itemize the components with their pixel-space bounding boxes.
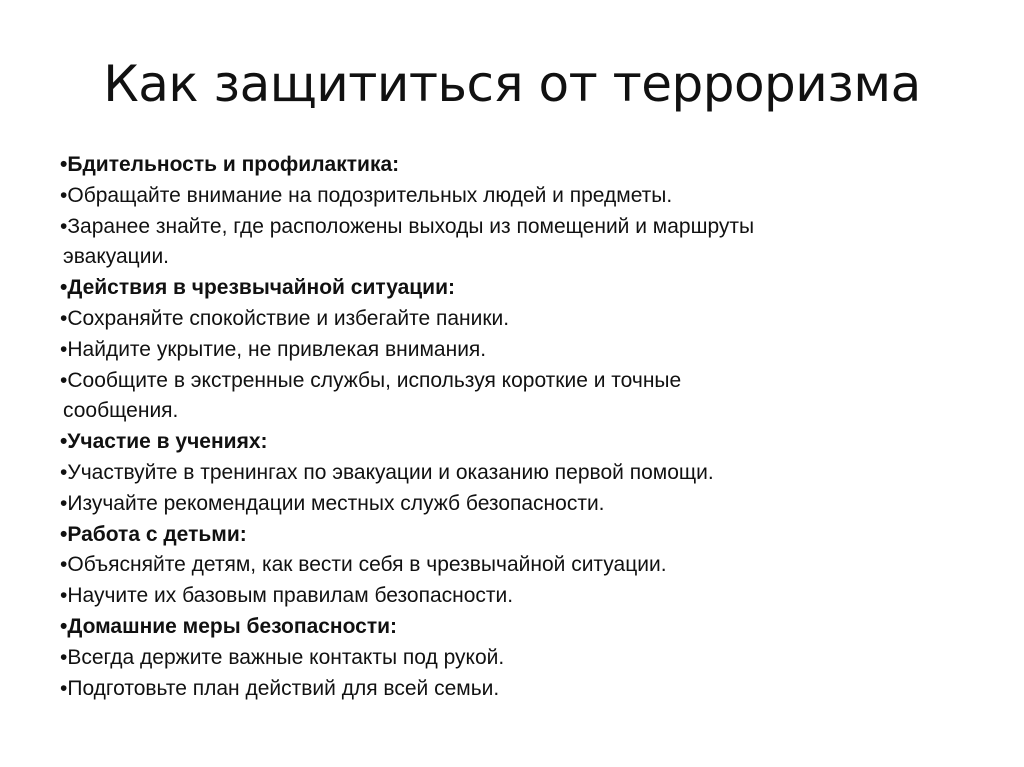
section-heading — [60, 427, 940, 458]
list-item — [60, 366, 940, 397]
list-item — [60, 550, 940, 581]
section-heading — [60, 520, 940, 551]
section-heading-text: Участие в учениях: — [67, 430, 268, 454]
bullet-icon: • — [60, 645, 68, 669]
list-item — [60, 212, 940, 243]
bullet-icon: • — [60, 368, 68, 392]
list-item — [60, 674, 940, 705]
bullet-icon: • — [60, 491, 68, 515]
bullet-icon: • — [60, 430, 68, 454]
section-heading — [60, 612, 940, 643]
list-item — [60, 581, 940, 612]
list-item-text: Подготовьте план действий для всей семьи. — [67, 676, 500, 700]
list-item-text: Изучайте рекомендации местных служб безопасности. — [67, 491, 605, 515]
list-item-text: Заранее знайте, где расположены выходы из помещений и маршруты — [67, 214, 755, 238]
bullet-icon: • — [60, 522, 68, 546]
section-heading — [60, 273, 940, 304]
list-item-text: Участвуйте в тренингах по эвакуации и оказанию первой помощи. — [67, 460, 714, 484]
list-item — [60, 335, 940, 366]
list-item — [60, 643, 940, 674]
section-heading — [60, 150, 940, 181]
list-item-text: Научите их базовым правилам безопасности. — [67, 584, 514, 608]
list-item-text: Найдите укрытие, не привлекая внимания. — [67, 337, 487, 361]
slide-title: Как защититься от терроризма — [103, 55, 921, 113]
list-item-text: Всегда держите важные контакты под рукой. — [67, 645, 505, 669]
bullet-icon: • — [60, 214, 68, 238]
list-item-text: Сообщите в экстренные службы, используя короткие и точные — [67, 368, 682, 392]
list-item-continuation: сообщения. — [63, 399, 179, 423]
bullet-icon: • — [60, 676, 68, 700]
bullet-icon: • — [60, 584, 68, 608]
list-item-continuation: эвакуации. — [63, 245, 170, 269]
section-heading-text: Бдительность и профилактика: — [67, 153, 400, 176]
bullet-icon: • — [60, 460, 68, 484]
bullet-icon: • — [60, 183, 68, 207]
bullet-icon: • — [60, 153, 68, 176]
bullet-icon: • — [60, 276, 68, 300]
bullet-icon: • — [60, 337, 68, 361]
list-item-text: Объясняйте детям, как вести себя в чрезвычайной ситуации. — [67, 553, 667, 577]
bullet-icon: • — [60, 306, 68, 330]
bullet-list — [60, 150, 940, 704]
bullet-icon: • — [60, 553, 68, 577]
section-heading-text: Работа с детьми: — [67, 522, 247, 546]
bullet-icon: • — [60, 614, 68, 638]
list-item-text: Сохраняйте спокойствие и избегайте паники. — [67, 306, 510, 330]
list-item — [60, 458, 940, 489]
section-heading-text: Домашние меры безопасности: — [67, 614, 398, 638]
list-item — [60, 181, 940, 212]
list-item — [60, 304, 940, 335]
list-item — [60, 489, 940, 520]
section-heading-text: Действия в чрезвычайной ситуации: — [67, 276, 455, 300]
list-item-text: Обращайте внимание на подозрительных людей и предметы. — [67, 183, 673, 207]
